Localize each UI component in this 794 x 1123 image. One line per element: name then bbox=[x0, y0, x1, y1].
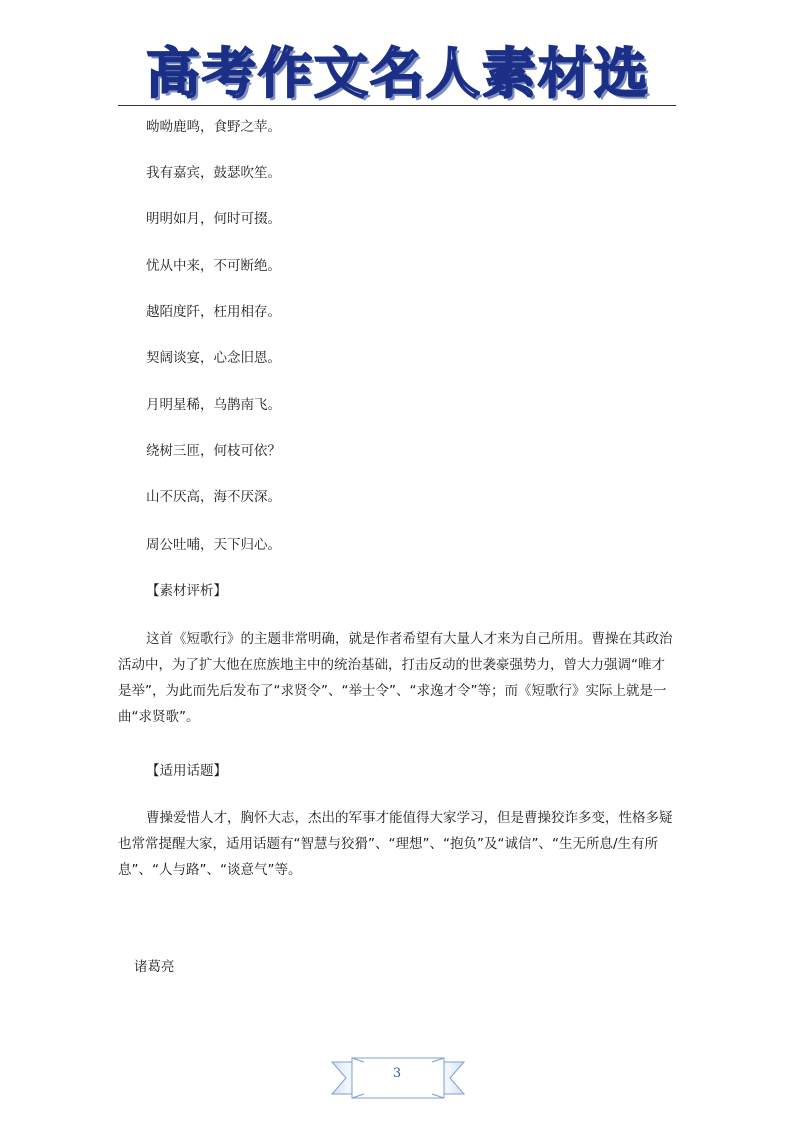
verse-line: 月明星稀，乌鹊南飞。 bbox=[146, 397, 281, 413]
topics-text: 曹操爱惜人才，胸怀大志，杰出的军事才能值得大家学习，但是曹操狡诈多变，性格多疑也常常提醒大家，适用话题有“智慧与狡猾”、“理想”、“抱负”及“诚信”、“生无所息/生有所息”、“人与路”、“谈意气”等。 bbox=[118, 810, 673, 878]
verse-line: 呦呦鹿鸣，食野之苹。 bbox=[146, 119, 281, 135]
verse-line: 越陌度阡，枉用相存。 bbox=[146, 304, 281, 320]
page-number: 3 bbox=[392, 1066, 402, 1081]
verse-line: 忧从中来，不可断绝。 bbox=[146, 258, 281, 274]
verse-line: 周公吐哺，天下归心。 bbox=[146, 537, 281, 553]
section-title: 诸葛亮 bbox=[134, 959, 175, 975]
header-divider bbox=[118, 105, 676, 106]
analysis-heading: 【素材评析】 bbox=[146, 583, 227, 599]
topics-heading: 【适用话题】 bbox=[146, 763, 227, 779]
verse-line: 我有嘉宾，鼓瑟吹笙。 bbox=[146, 165, 281, 181]
verse-line: 绕树三匝，何枝可依？ bbox=[146, 443, 281, 459]
verse-line: 山不厌高，海不厌深。 bbox=[146, 489, 281, 505]
verse-line: 契阔谈宴，心念旧恩。 bbox=[146, 350, 281, 366]
analysis-paragraph bbox=[118, 626, 678, 730]
document-header-title: 高考作文名人素材选 bbox=[146, 42, 650, 105]
topics-paragraph bbox=[118, 805, 678, 883]
verse-line: 明明如月，何时可掇。 bbox=[146, 211, 281, 227]
analysis-text: 这首《短歌行》的主题非常明确，就是作者希望有大量人才来为自己所用。曹操在其政治活动中，为了扩大他在庶族地主中的统治基础，打击反动的世袭豪强势力，曾大力强调“唯才是举”，为此而先后发布了“求贤令”、“举士令”、“求逸才令”等；而《短歌行》实际上就是一曲“求贤歌”。 bbox=[118, 631, 673, 725]
